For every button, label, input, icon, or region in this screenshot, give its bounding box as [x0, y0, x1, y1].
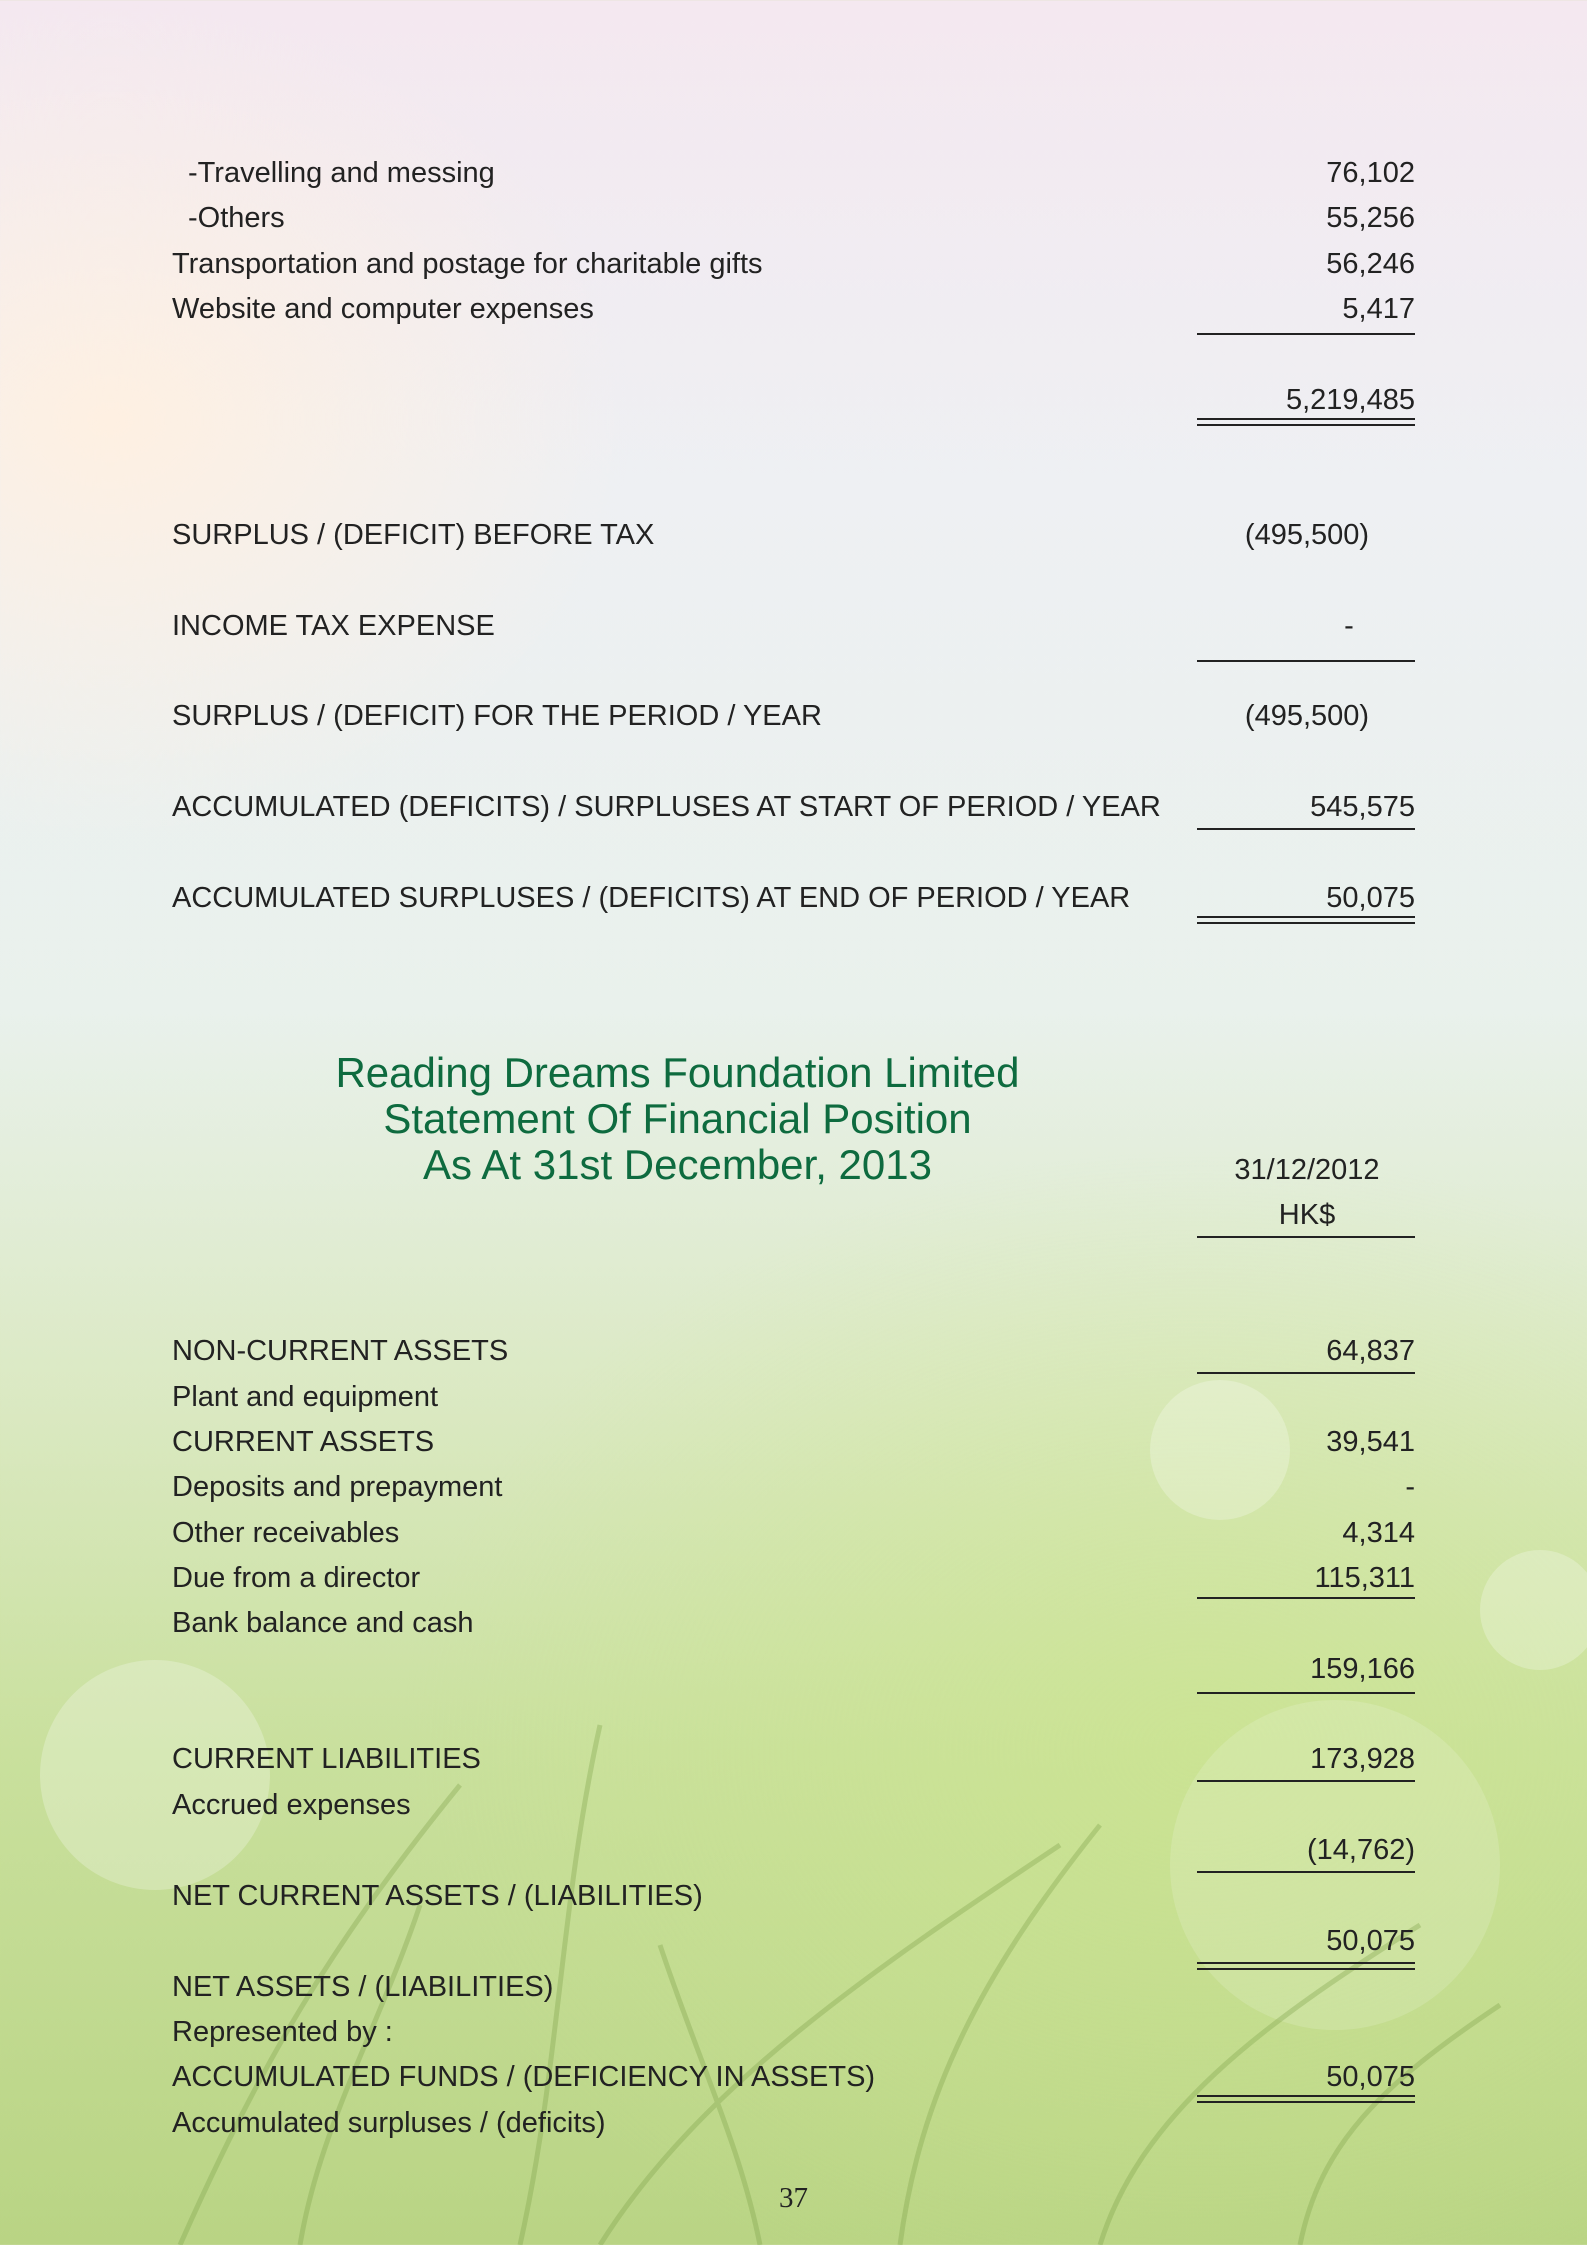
position-row [0, 1377, 1587, 1417]
expense-row [0, 289, 1587, 329]
statement-date: As At 31st December, 2013 [423, 1141, 932, 1188]
position-row [0, 1467, 1587, 1507]
position-row [0, 1649, 1587, 1689]
position-row [0, 1830, 1587, 1870]
total-expenses-row [0, 380, 1587, 420]
row-value: - [1344, 610, 1354, 642]
row-label: SURPLUS / (DEFICIT) BEFORE TAX [172, 519, 655, 551]
row-label: CURRENT ASSETS [172, 1426, 435, 1458]
company-name: Reading Dreams Foundation Limited [335, 1049, 1020, 1096]
row-value: (495,500) [1244, 700, 1370, 732]
row-label: -Others [188, 202, 285, 234]
position-row [0, 1603, 1587, 1643]
statement-name: Statement Of Financial Position [383, 1095, 972, 1142]
row-value: 545,575 [1310, 791, 1415, 823]
row-double-rule [1197, 2095, 1415, 2103]
row-value: 76,102 [1326, 157, 1415, 189]
position-row [0, 1739, 1587, 1779]
position-row [0, 1558, 1587, 1598]
row-value: 115,311 [1314, 1562, 1415, 1594]
position-row [0, 1513, 1587, 1553]
row-value: 4,314 [1342, 1517, 1415, 1549]
row-label: NET ASSETS / (LIABILITIES) [172, 1971, 554, 2003]
position-row [0, 2103, 1587, 2143]
row-label: NON-CURRENT ASSETS [172, 1335, 509, 1367]
total-expenses-value: 5,219,485 [1285, 384, 1415, 416]
row-value: 173,928 [1310, 1743, 1415, 1775]
start-rule [1197, 828, 1415, 830]
row-value: 5,417 [1342, 293, 1415, 325]
row-label: ACCUMULATED SURPLUSES / (DEFICITS) AT END OF PERIOD / YEAR [172, 882, 1131, 914]
row-value: - [1405, 1471, 1415, 1503]
row-label: Accumulated surpluses / (deficits) [172, 2107, 606, 2139]
row-value: 39,541 [1326, 1426, 1415, 1458]
row-label: Deposits and prepayment [172, 1471, 503, 1503]
row-label: -Travelling and messing [188, 157, 495, 189]
row-rule [1197, 1372, 1415, 1374]
row-value: (495,500) [1244, 519, 1370, 551]
accumulated-end-row [0, 878, 1587, 918]
position-row [0, 1422, 1587, 1462]
row-value: 159,166 [1310, 1653, 1415, 1685]
row-rule [1197, 1692, 1415, 1694]
accumulated-start-row [0, 787, 1587, 827]
row-label: Website and computer expenses [172, 293, 594, 325]
row-value: 50,075 [1326, 882, 1415, 914]
row-label: ACCUMULATED (DEFICITS) / SURPLUSES AT START OF PERIOD / YEAR [172, 791, 1161, 823]
row-label: Accrued expenses [172, 1789, 411, 1821]
row-rule [1197, 1780, 1415, 1782]
row-label: Represented by : [172, 2016, 393, 2048]
total-double-rule [1197, 418, 1415, 426]
column-currency: HK$ [1278, 1199, 1336, 1231]
column-header-rule [1197, 1236, 1415, 1238]
expense-row [0, 153, 1587, 193]
position-row [0, 2012, 1587, 2052]
tax-rule [1197, 660, 1415, 662]
row-value: 55,256 [1326, 202, 1415, 234]
row-rule [1197, 1597, 1415, 1599]
row-value: (14,762) [1306, 1834, 1415, 1866]
expense-row [0, 198, 1587, 238]
subtotal-rule [1197, 333, 1415, 335]
surplus-before-tax-row [0, 515, 1587, 555]
position-row [0, 1921, 1587, 1961]
expense-row [0, 244, 1587, 284]
page-number: 37 [779, 2182, 808, 2214]
row-rule [1197, 1871, 1415, 1873]
row-label: Plant and equipment [172, 1381, 439, 1413]
row-value: 56,246 [1326, 248, 1415, 280]
row-label: Bank balance and cash [172, 1607, 474, 1639]
row-value: 64,837 [1326, 1335, 1415, 1367]
position-row [0, 1876, 1587, 1916]
end-double-rule [1197, 916, 1415, 924]
row-label: SURPLUS / (DEFICIT) FOR THE PERIOD / YEAR [172, 700, 822, 732]
row-label: CURRENT LIABILITIES [172, 1743, 481, 1775]
position-row [0, 1967, 1587, 2007]
position-row [0, 1785, 1587, 1825]
row-label: ACCUMULATED FUNDS / (DEFICIENCY IN ASSETS) [172, 2061, 876, 2093]
column-date: 31/12/2012 [1234, 1154, 1380, 1186]
row-label: NET CURRENT ASSETS / (LIABILITIES) [172, 1880, 703, 1912]
row-value: 50,075 [1326, 2061, 1415, 2093]
statement-title [290, 1050, 1065, 1188]
row-label: Other receivables [172, 1517, 400, 1549]
surplus-period-row [0, 696, 1587, 736]
row-value: 50,075 [1326, 1925, 1415, 1957]
income-tax-row [0, 606, 1587, 646]
row-label: Transportation and postage for charitable gifts [172, 248, 763, 280]
position-row [0, 2057, 1587, 2097]
row-label: INCOME TAX EXPENSE [172, 610, 495, 642]
position-row [0, 1331, 1587, 1371]
row-label: Due from a director [172, 1562, 421, 1594]
